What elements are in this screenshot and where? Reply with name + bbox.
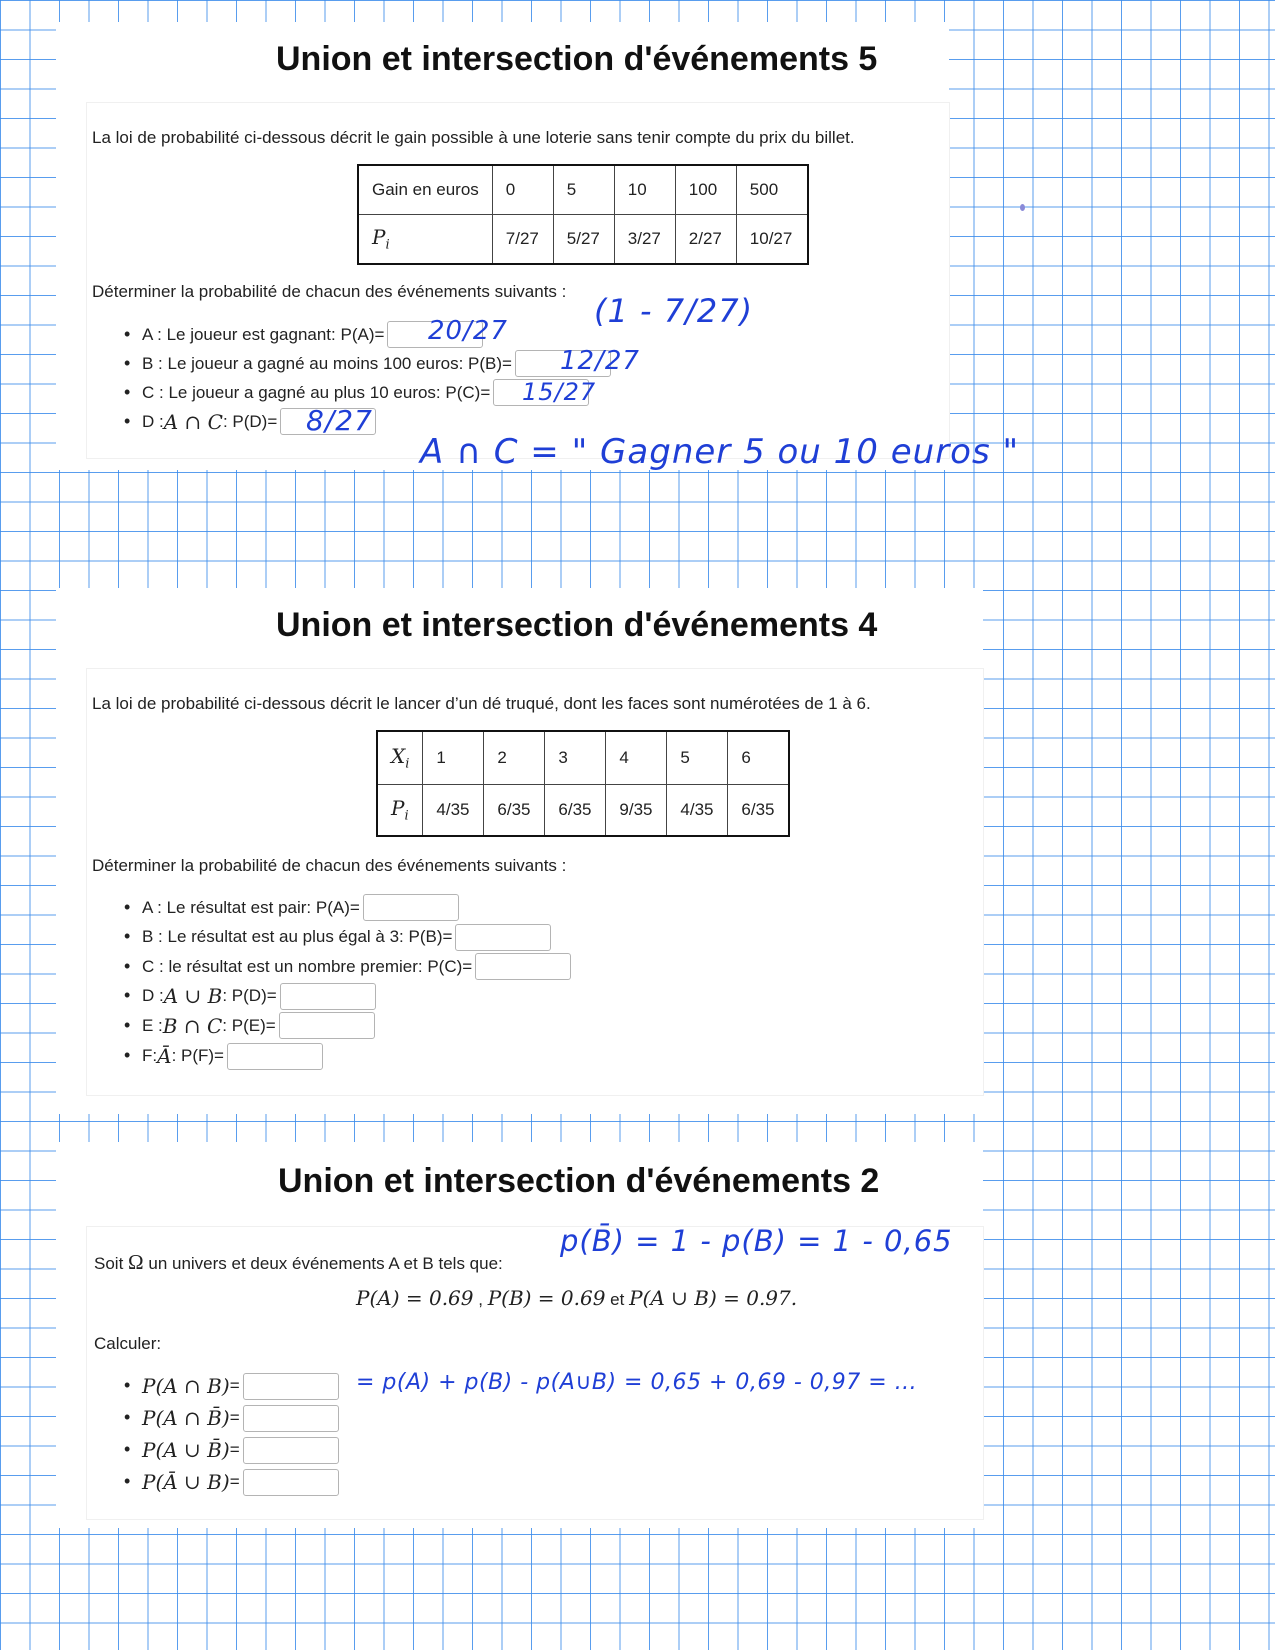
table-cell: 1 xyxy=(423,731,484,784)
intro-suffix: un univers et deux événements A et B tels que: xyxy=(143,1254,503,1273)
question-text: • C : le résultat est un nombre premier: P(C)= xyxy=(142,956,473,976)
handwritten-complement-note: p(B̄) = 1 - p(B) = 1 - 0,65 xyxy=(560,1224,953,1258)
question-math: B ∩ C xyxy=(162,1013,223,1038)
list-item xyxy=(124,982,571,1012)
table-cell: 7/27 xyxy=(492,215,553,265)
answer-input-3[interactable] xyxy=(243,1437,339,1464)
table-cell: 4/35 xyxy=(423,784,484,836)
table-cell: 9/35 xyxy=(606,784,667,836)
exercise-5-probability-table xyxy=(357,164,809,265)
answer-input-f[interactable] xyxy=(227,1043,323,1070)
table-row xyxy=(358,215,808,265)
answer-input-2[interactable] xyxy=(243,1405,339,1432)
table-row xyxy=(377,731,789,784)
table-cell: 2 xyxy=(484,731,545,784)
exercise-4-prompt: Déterminer la probabilité de chacun des événements suivants : xyxy=(92,856,567,875)
question-text: • A : Le joueur est gagnant: P(A)= xyxy=(142,324,385,344)
exercise-2-intro xyxy=(94,1250,503,1275)
p-symbol: P xyxy=(372,225,386,250)
question-suffix: : P(D)= xyxy=(222,986,277,1006)
exercise-5-intro: La loi de probabilité ci-dessous décrit le gain possible à une loterie sans tenir compte du prix du billet. xyxy=(92,128,855,147)
list-item xyxy=(124,349,611,378)
table-cell: 10/27 xyxy=(736,215,808,265)
formula-pb: P(B) = 0.69 xyxy=(487,1286,606,1310)
list-item xyxy=(124,1434,339,1466)
table-cell: 5 xyxy=(667,731,728,784)
table-cell: 0 xyxy=(492,165,553,215)
omega-symbol: Ω xyxy=(128,1250,144,1274)
list-item xyxy=(124,320,611,349)
answer-input-c[interactable] xyxy=(475,953,571,980)
exercise-2-formula xyxy=(356,1286,797,1310)
table-cell: 5 xyxy=(553,165,614,215)
answer-input-d[interactable] xyxy=(280,983,376,1010)
formula-pc: P(A ∪ B) = 0.97. xyxy=(629,1286,798,1310)
table-cell: 3 xyxy=(545,731,606,784)
question-math: • P(A ∩ B) xyxy=(142,1374,230,1398)
answer-input-4[interactable] xyxy=(243,1469,339,1496)
table-row xyxy=(358,165,808,215)
table-row xyxy=(377,784,789,836)
handwritten-note: (1 - 7/27) xyxy=(594,292,754,330)
exercise-2-prompt: Calculer: xyxy=(94,1334,162,1353)
exercise-2-questions xyxy=(124,1370,339,1498)
question-text: • C : Le joueur a gagné au plus 10 euros: P(C)= xyxy=(142,382,491,402)
table-cell: 500 xyxy=(736,165,808,215)
question-suffix: = xyxy=(229,1408,240,1427)
question-prefix: • E : xyxy=(142,1015,163,1035)
formula-separator: et xyxy=(605,1290,630,1309)
exercise-4-intro: La loi de probabilité ci-dessous décrit le lancer d’un dé truqué, dont les faces sont numérotées de 1 à 6. xyxy=(92,694,871,713)
question-prefix: • D : xyxy=(142,986,164,1006)
question-math: Ā xyxy=(157,1044,172,1068)
exercise-5-prompt: Déterminer la probabilité de chacun des événements suivants : xyxy=(92,282,567,301)
table-cell: 3/27 xyxy=(614,215,675,265)
subscript: i xyxy=(405,756,410,772)
list-item xyxy=(124,1011,571,1041)
table-cell: 6 xyxy=(728,731,790,784)
table-cell: 4 xyxy=(606,731,667,784)
exercise-4-probability-table xyxy=(376,730,790,837)
table-cell xyxy=(377,731,423,784)
question-math: A ∪ B xyxy=(163,984,223,1009)
table-cell: 5/27 xyxy=(553,215,614,265)
question-suffix: = xyxy=(229,1376,240,1395)
subscript: i xyxy=(404,808,409,824)
list-item xyxy=(124,1466,339,1498)
formula-separator: , xyxy=(473,1290,488,1309)
handwritten-answer-c: 15/27 xyxy=(522,378,597,406)
exercise-4-title: Union et intersection d'événements 4 xyxy=(276,606,878,644)
table-cell xyxy=(377,784,423,836)
question-suffix: = xyxy=(229,1472,240,1491)
question-math: A ∩ C xyxy=(163,409,223,434)
table-cell: 6/35 xyxy=(484,784,545,836)
table-cell: Gain en euros xyxy=(358,165,492,215)
question-suffix: : P(E)= xyxy=(222,1015,276,1035)
list-item xyxy=(124,1370,339,1402)
answer-input-a[interactable] xyxy=(363,894,459,921)
question-suffix: : P(F)= xyxy=(171,1046,224,1065)
question-text: • A : Le résultat est pair: P(A)= xyxy=(142,897,360,917)
question-suffix: = xyxy=(229,1440,240,1459)
list-item xyxy=(124,1041,571,1072)
question-text: • B : Le joueur a gagné au moins 100 euros: P(B)= xyxy=(142,353,512,373)
table-cell: 4/35 xyxy=(667,784,728,836)
exercise-4-questions xyxy=(124,893,571,1072)
formula-pa: P(A) = 0.69 xyxy=(356,1286,474,1310)
exercise-2-title: Union et intersection d'événements 2 xyxy=(278,1162,880,1200)
ink-dot xyxy=(1020,204,1025,211)
table-cell: 10 xyxy=(614,165,675,215)
answer-input-1[interactable] xyxy=(243,1373,339,1400)
question-suffix: : P(D)= xyxy=(222,411,278,431)
list-item xyxy=(124,923,571,953)
handwritten-answer-a: 20/27 xyxy=(428,316,508,346)
table-cell: 6/35 xyxy=(545,784,606,836)
x-symbol: X xyxy=(391,744,406,769)
list-item xyxy=(124,1402,339,1434)
answer-input-e[interactable] xyxy=(279,1012,375,1039)
table-cell: 2/27 xyxy=(675,215,736,265)
handwritten-answer-d: 8/27 xyxy=(306,404,373,437)
question-math: • P(A ∩ B̄) xyxy=(142,1406,230,1430)
table-cell: 6/35 xyxy=(728,784,790,836)
question-math: • P(A ∪ B̄) xyxy=(142,1438,230,1462)
list-item xyxy=(124,952,571,982)
handwritten-answer-b: 12/27 xyxy=(560,346,640,376)
handwritten-calculation: = p(A) + p(B) - p(A∪B) = 0,65 + 0,69 - 0,97 = ... xyxy=(356,1370,918,1395)
subscript: i xyxy=(385,237,390,253)
handwritten-comment: A ∩ C = " Gagner 5 ou 10 euros " xyxy=(420,432,1020,472)
question-prefix: • D : xyxy=(142,411,164,431)
table-cell: 100 xyxy=(675,165,736,215)
question-text: • B : Le résultat est au plus égal à 3: P(B)= xyxy=(142,927,453,947)
intro-prefix: Soit xyxy=(94,1254,129,1273)
table-cell xyxy=(358,215,492,265)
question-prefix: • F: xyxy=(142,1046,158,1065)
exercise-5-title: Union et intersection d'événements 5 xyxy=(276,40,878,78)
p-symbol: P xyxy=(391,795,405,820)
list-item xyxy=(124,893,571,923)
question-math: • P(Ā ∪ B) xyxy=(142,1470,230,1494)
answer-input-b[interactable] xyxy=(455,924,551,951)
